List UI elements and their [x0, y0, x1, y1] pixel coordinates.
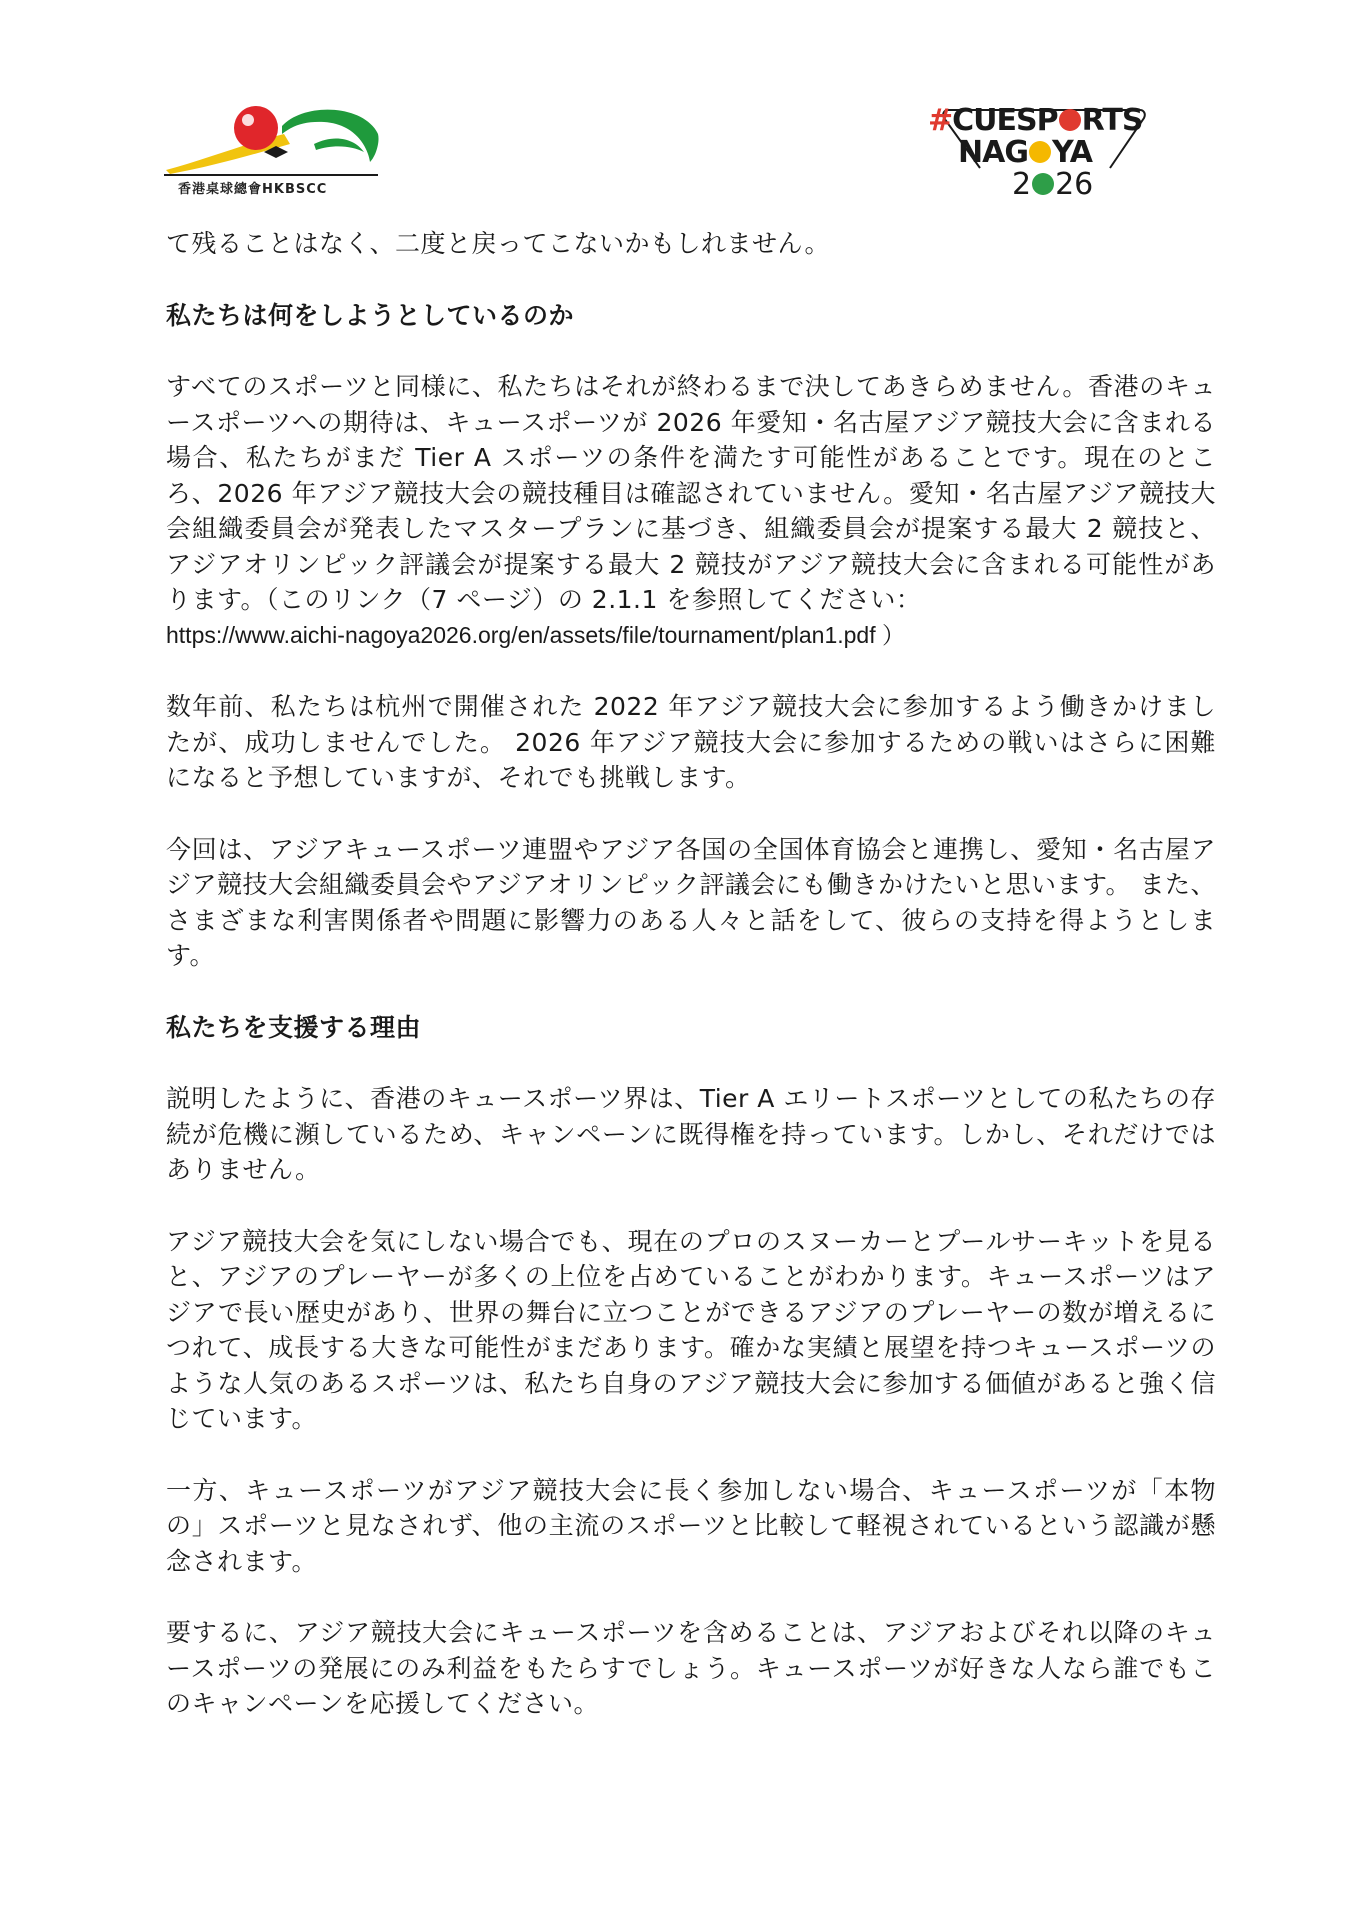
yellow-ball-icon — [1028, 140, 1052, 164]
paragraph-vested-interest: 説明したように、香港のキュースポーツ界は、Tier A エリートスポーツとしての私たちの存続が危機に瀕しているため、キャンペーンに既得権を持っています。しかし、それだけではありません。 — [166, 1084, 1216, 1184]
logo-year-end: 26 — [1055, 167, 1094, 202]
paragraph-lobbying: 今回は、アジアキュースポーツ連盟やアジア各国の全国体育協会と連携し、愛知・名古屋アジア競技大会組織委員会やアジアオリンピック評議会にも働きかけたいと思います。 また、さまざまな利害関係者や問題に影響力のある人々と話をして、彼らの支持を得ようとします。 — [166, 834, 1216, 970]
hkbscc-org-name: 香港桌球總會HKBSCC — [178, 182, 328, 197]
logo-line-nagoya — [958, 136, 1092, 170]
logo-word2-start: NAG — [958, 135, 1028, 170]
paragraph-conclusion: 要するに、アジア競技大会にキュースポーツを含めることは、アジアおよびそれ以降のキュースポーツの発展にのみ利益をもたらすでしょう。キュースポーツが好きな人なら誰でもこのキャンペーンを応援してください。 — [166, 1618, 1216, 1718]
paragraph-tier-a-hopes: すべてのスポーツと同様に、私たちはそれが終わるまで決してあきらめません。香港のキュースポーツへの期待は、キュースポーツが 2026 年愛知・名古屋アジア競技大会に含まれる場合、私たちがまだ Tier A スポーツの条件を満たす可能性があることです。現在のところ、2026 年アジア競技大会の競技種目は確認されていません。愛知・名古屋アジア競技大会組織委員会が発表したマスタープランに基づき、組織委員会が提案する最大 2 競技と、アジアオリンピック評議会が提案する最大 2 競技がアジア競技大会に含まれる可能性があります。（このリンク（7 ページ）の 2.1.1 を参照してください： — [166, 372, 1216, 614]
section-heading-what-we-do: 私たちは何をしようとしているのか — [166, 300, 575, 330]
paragraph-perception: 一方、キュースポーツがアジア競技大会に長く参加しない場合、キュースポーツが「本物の」スポーツと見なされず、他の主流のスポーツと比較して軽視されているという認識が懸念されます。 — [166, 1475, 1216, 1576]
document-body — [166, 226, 1216, 1758]
logo-word2-end: YA — [1051, 135, 1093, 170]
logo-line-year — [1012, 168, 1093, 202]
logo-line-cuesports — [928, 104, 1142, 138]
logo-word1-end: RTS — [1081, 103, 1143, 138]
green-ball-icon — [1031, 172, 1055, 196]
plan-pdf-link[interactable]: https://www.aichi-nagoya2026.org/en/assets/file/tournament/plan1.pdf ） — [166, 621, 905, 648]
logo-word1: CUESP — [952, 103, 1058, 138]
logo-year-start: 2 — [1012, 167, 1032, 202]
section-heading-why-support: 私たちを支援する理由 — [166, 1012, 422, 1042]
logo-hash: # — [928, 103, 953, 138]
hkbscc-logo — [164, 104, 384, 198]
hkbscc-emblem-icon — [164, 104, 384, 178]
red-ball-icon — [1058, 108, 1082, 132]
cuesports-nagoya-logo — [928, 104, 1158, 200]
paragraph-continuation: て残ることはなく、二度と戻ってこないかもしれません。 — [166, 229, 831, 258]
paragraph-asian-players: アジア競技大会を気にしない場合でも、現在のプロのスヌーカーとプールサーキットを見ると、アジアのプレーヤーが多くの上位を占めていることがわかります。キュースポーツはアジアで長い歴史があり、世界の舞台に立つことができるアジアのプレーヤーの数が増えるにつれて、成長する大きな可能性がまだあります。確かな実績と展望を持つキュースポーツのような人気のあるスポーツは、私たち自身のアジア競技大会に参加する価値があると強く信じています。 — [166, 1226, 1216, 1433]
paragraph-hangzhou: 数年前、私たちは杭州で開催された 2022 年アジア競技大会に参加するよう働きかけましたが、成功しませんでした。 2026 年アジア競技大会に参加するための戦いはさらに困難になると予想していますが、それでも挑戦します。 — [166, 692, 1216, 792]
